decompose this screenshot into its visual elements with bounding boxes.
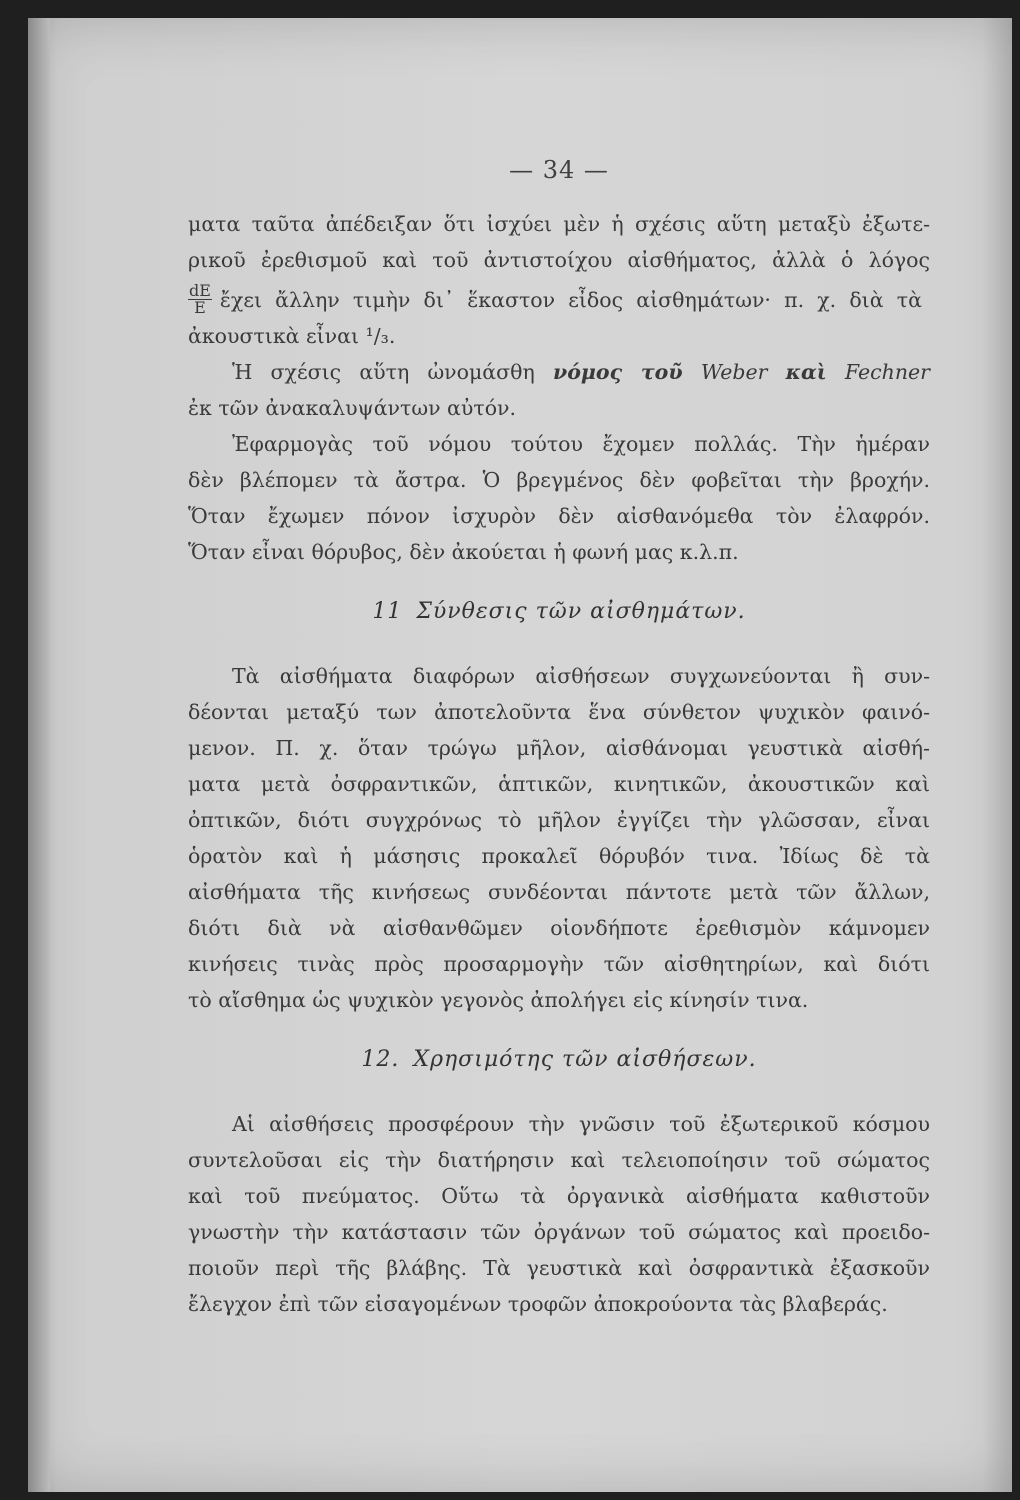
text-line: ματα μετὰ ὀσφραντικῶν, ἁπτικῶν, κινητικῶν, ἀκουστικῶν καὶ (188, 772, 930, 796)
text-line: γνωστὴν τὴν κατάστασιν τῶν ὀργάνων τοῦ σώματος καὶ προειδο- (188, 1220, 930, 1244)
text-line: αἰσθήματα τῆς κινήσεως συνδέονται πάντοτε μετὰ τῶν ἄλλων, (188, 880, 930, 904)
text-line: Ὅταν εἶναι θόρυβος, δὲν ἀκούεται ἡ φωνή μας κ.λ.π. (188, 540, 739, 564)
text-line: διότι διὰ νὰ αἰσθανθῶμεν οἱονδήποτε ἐρεθισμὸν κάμνομεν (188, 916, 930, 940)
paragraph-applications (188, 426, 930, 570)
text-line: Αἱ αἰσθήσεις προσφέρουν τὴν γνῶσιν τοῦ ἐξωτερικοῦ κόσμου (232, 1112, 930, 1136)
paragraph-weber-continued (188, 206, 930, 354)
text-fragment: Ἡ σχέσις αὕτη ὠνομάσθη (232, 360, 535, 384)
page-number: — 34 — (509, 156, 609, 184)
page-binding-edge (28, 18, 50, 1492)
text-line: ὁρατὸν καὶ ἡ μάσησις προκαλεῖ θόρυβόν τινα. Ἰδίως δὲ τὰ (188, 844, 930, 868)
text-body (188, 156, 930, 1322)
fraction-denominator: E (194, 298, 206, 317)
text-line: ποιοῦν περὶ τῆς βλάβης. Τὰ γευστικὰ καὶ ὀσφραντικὰ ἐξασκοῦν (188, 1256, 930, 1280)
text-line: ἀκουστικὰ εἶναι ¹/₃. (188, 324, 396, 348)
text-line: ὀπτικῶν, διότι συγχρόνως τὸ μῆλον ἐγγίζει τὴν γλῶσσαν, εἶναι (188, 808, 930, 832)
paragraph-usefulness (188, 1106, 930, 1322)
text-line: συντελοῦσαι εἰς τὴν διατήρησιν καὶ τελειοποίησιν τοῦ σώματος (188, 1148, 930, 1172)
text-line: μενον. Π. χ. ὅταν τρώγω μῆλον, αἰσθάνομαι γευστικὰ αἰσθή- (188, 736, 930, 760)
section-heading-11 (188, 590, 930, 634)
text-line: ρικοῦ ἐρεθισμοῦ καὶ τοῦ ἀντιστοίχου αἰσθήματος, ἀλλὰ ὁ λόγος (188, 248, 930, 272)
text-line: κινήσεις τινὰς πρὸς προσαρμογὴν τῶν αἰσθητηρίων, καὶ διότι (188, 952, 930, 976)
text-line: δὲν βλέπομεν τὰ ἄστρα. Ὁ βρεγμένος δὲν φοβεῖται τὴν βροχήν. (188, 468, 930, 492)
text-line-with-fraction (188, 278, 930, 318)
text-line: Ὅταν ἔχωμεν πόνον ἰσχυρὸν δὲν αἰσθανόμεθα τὸν ἐλαφρόν. (188, 504, 930, 528)
law-name-bold: νόμος τοῦ (553, 360, 683, 384)
text-line: ἐκ τῶν ἀνακαλυψάντων αὐτόν. (188, 396, 517, 420)
text-line: δέονται μεταξύ των ἀποτελοῦντα ἕνα σύνθετον ψυχικὸν φαινό- (188, 700, 930, 724)
text-line: ματα ταῦτα ἀπέδειξαν ὅτι ἰσχύει μὲν ἡ σχέσις αὕτη μεταξὺ ἐξωτε- (188, 212, 930, 236)
section-title: Σύνθεσις τῶν αἰσθημάτων. (416, 599, 746, 624)
text-line: Ἐφαρμογὰς τοῦ νόμου τούτου ἔχομεν πολλάς. Τὴν ἡμέραν (232, 432, 930, 456)
text-line: ἔλεγχον ἐπὶ τῶν εἰσαγομένων τροφῶν ἀποκρούοντα τὰς βλαβεράς. (188, 1292, 888, 1316)
fraction-dE-over-E (188, 283, 212, 316)
text-fragment: ἔχει ἄλλην τιμὴν δι᾽ ἕκαστον εἶδος αἰσθημάτων· π. χ. διὰ τὰ (219, 287, 922, 312)
scanned-page (28, 18, 1012, 1492)
paragraph-law-name (188, 354, 930, 426)
text-line: καὶ τοῦ πνεύματος. Οὕτω τὰ ὀργανικὰ αἰσθήματα καθιστοῦν (188, 1184, 930, 1208)
text-line: Τὰ αἰσθήματα διαφόρων αἰσθήσεων συγχωνεύονται ἢ συν- (232, 664, 930, 688)
law-name-and: καὶ (785, 360, 827, 384)
text-line (188, 354, 930, 390)
paragraph-synthesis (188, 658, 930, 1018)
section-heading-12 (188, 1038, 930, 1082)
name-weber: Weber (700, 360, 768, 384)
section-title: Χρησιμότης τῶν αἰσθήσεων. (413, 1047, 757, 1072)
fraction-numerator: dE (189, 281, 211, 300)
name-fechner: Fechner (844, 360, 930, 384)
text-line: τὸ αἴσθημα ὡς ψυχικὸν γεγονὸς ἀπολήγει εἰς κίνησίν τινα. (188, 988, 809, 1012)
section-number: 12. (361, 1047, 400, 1072)
section-number: 11 (372, 599, 403, 624)
